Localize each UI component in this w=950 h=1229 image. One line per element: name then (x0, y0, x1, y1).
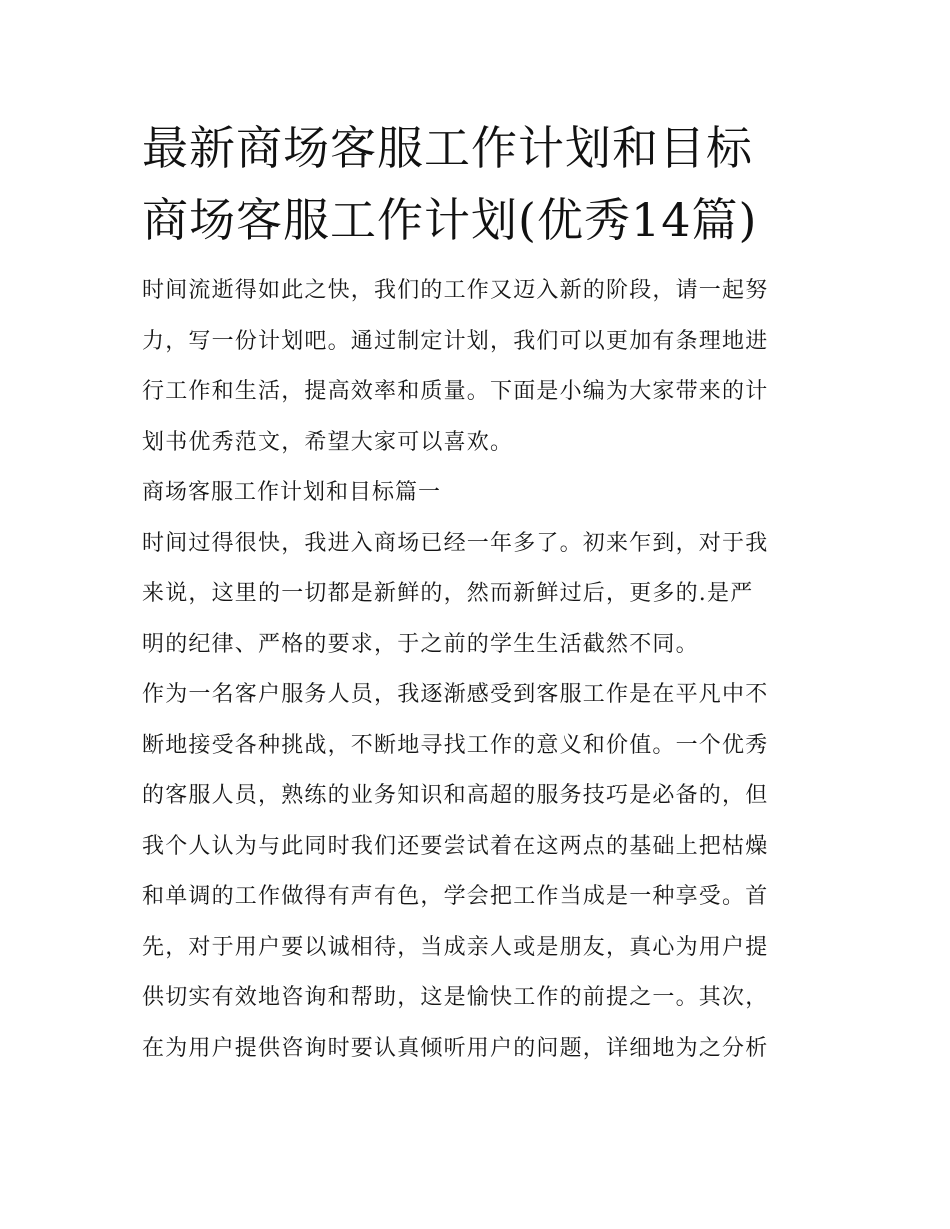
para2-line-4: 我个人认为与此同时我们还要尝试着在这两点的基础上把枯燥 (142, 833, 769, 859)
title-line-2: 商场客服工作计划(优秀14篇) (142, 193, 758, 247)
paragraph-1 (142, 519, 814, 671)
document-body (142, 266, 814, 1074)
para1-line-2: 来说，这里的一切都是新鲜的，然而新鲜过后，更多的.是严 (142, 581, 754, 606)
para1-line-3: 明的纪律、严格的要求，于之前的学生生活截然不同。 (142, 631, 699, 657)
intro-paragraph (142, 266, 814, 468)
intro-line-1: 时间流逝得如此之快，我们的工作又迈入新的阶段，请一起努 (142, 278, 769, 303)
document-title (142, 112, 814, 256)
intro-line-3: 行工作和生活，提高效率和质量。下面是小编为大家带来的计 (142, 379, 769, 404)
para2-line-2: 断地接受各种挑战，不断地寻找工作的意义和价值。一个优秀 (142, 732, 769, 758)
para2-line-6: 先，对于用户要以诚相待，当成亲人或是朋友，真心为用户提 (142, 934, 769, 960)
intro-line-2: 力，写一份计划吧。通过制定计划，我们可以更加有条理地进 (142, 328, 769, 354)
para2-line-5: 和单调的工作做得有声有色，学会把工作当成是一种享受。首 (142, 884, 769, 909)
document-content (142, 112, 814, 1074)
section-heading: 商场客服工作计划和目标篇一 (142, 480, 442, 505)
para2-line-8: 在为用户提供咨询时要认真倾听用户的问题，详细地为之分析 (142, 1035, 769, 1061)
para1-line-1: 时间过得很快，我进入商场已经一年多了。初来乍到，对于我 (142, 530, 769, 556)
para2-line-1: 作为一名客户服务人员，我逐渐感受到客服工作是在平凡中不 (142, 682, 769, 707)
para2-line-3: 的客服人员，熟练的业务知识和高超的服务技巧是必备的，但 (142, 783, 769, 808)
para2-line-7: 供切实有效地咨询和帮助，这是愉快工作的前提之一。其次， (142, 985, 769, 1010)
intro-line-4: 划书优秀范文，希望大家可以喜欢。 (142, 429, 514, 455)
paragraph-2 (142, 670, 814, 1074)
title-line-1: 最新商场客服工作计划和目标 (142, 121, 753, 175)
